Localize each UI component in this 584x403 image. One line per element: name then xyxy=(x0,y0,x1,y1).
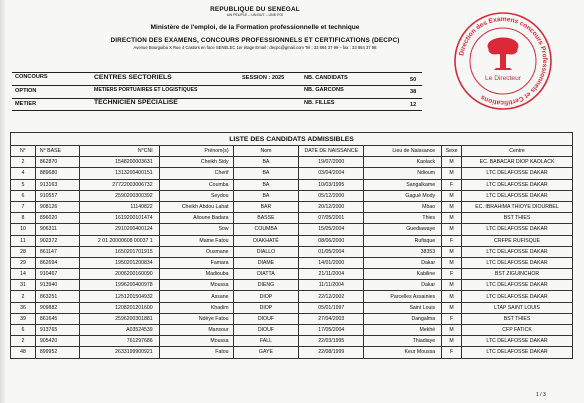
table-cell: 10 xyxy=(11,224,36,235)
table-cell: M xyxy=(442,213,462,224)
table-header-row xyxy=(11,146,573,157)
table-cell: BST ZIGUINCHOR xyxy=(462,269,573,280)
table-cell: BA xyxy=(233,168,299,179)
table-cell: 1251201504932 xyxy=(79,291,159,302)
column-header: DATE DE NAISSANCE xyxy=(299,146,364,157)
concours-label: CONCOURS xyxy=(15,74,48,80)
table-cell: 10/03/1995 xyxy=(299,179,364,190)
table-cell: Dakar xyxy=(364,280,442,291)
table-cell: 31 xyxy=(11,280,36,291)
table-row xyxy=(11,302,573,313)
table-cell: Ndioum xyxy=(364,168,442,179)
table-cell: M xyxy=(442,224,462,235)
table-cell: 2596200301881 xyxy=(79,313,159,324)
table-cell: 861147 xyxy=(35,246,79,257)
table-row xyxy=(11,246,573,257)
table-cell: Fatou xyxy=(159,347,233,358)
table-cell: LTC DELAFOSSE DAKAR xyxy=(462,291,573,302)
table-row xyxy=(11,269,573,280)
table-cell: GAYE xyxy=(233,347,299,358)
table-cell: Ousmane xyxy=(159,246,233,257)
table-row xyxy=(11,336,573,347)
table-cell: Moussa xyxy=(159,336,233,347)
table-cell: FALL xyxy=(233,336,299,347)
option-label: OPTION xyxy=(15,88,37,94)
table-cell: 1950201200834 xyxy=(79,257,159,268)
table-cell: M xyxy=(442,157,462,168)
table-cell: LTC DELAFOSSE DAKAR xyxy=(462,347,573,358)
filles-value: 12 xyxy=(410,102,417,108)
table-cell: 01/05/2004 xyxy=(299,246,364,257)
filles-label: NB. FILLES xyxy=(304,100,335,106)
table-row xyxy=(11,157,573,168)
table-cell: Famara xyxy=(159,257,233,268)
table-cell: 906311 xyxy=(35,224,79,235)
table-cell: 19/07/2000 xyxy=(299,157,364,168)
table-cell: F xyxy=(442,235,462,246)
table-cell: 11140822 xyxy=(79,201,159,212)
table-cell: BASSE xyxy=(233,213,299,224)
table-cell: 11 xyxy=(11,235,36,246)
table-cell: LTC DELAFOSSE DAKAR xyxy=(462,257,573,268)
table-row xyxy=(11,235,573,246)
table-row xyxy=(11,347,573,358)
table-row xyxy=(11,190,573,201)
table-cell: LTAP SAINT LOUIS xyxy=(462,302,573,313)
table-cell: 1548200003631 xyxy=(79,157,159,168)
ministry-title: Ministère de l'emploi, de la Formation professionnelle et technique xyxy=(150,24,360,31)
table-cell: 6 xyxy=(11,190,36,201)
table-cell: LTC DELAFOSSE DAKAR xyxy=(462,280,573,291)
table-cell: 1619200101474 xyxy=(79,213,159,224)
table-cell: LTC DELAFOSSE DAKAR xyxy=(462,179,573,190)
column-header: Sexe xyxy=(442,146,462,157)
candidats-label: NB. CANDIDATS xyxy=(304,75,348,81)
table-cell: Gaguè Mody xyxy=(364,190,442,201)
table-cell: 05/01/1997 xyxy=(299,302,364,313)
table-cell: LTC DELAFOSSE DAKAR xyxy=(462,168,573,179)
table-cell: M xyxy=(442,325,462,336)
table-cell: 20/12/2000 xyxy=(299,201,364,212)
table-cell: M xyxy=(442,291,462,302)
table-cell: 2910200400124 xyxy=(79,224,159,235)
table-cell: EC. IBRAHIMA THIOYE DIOURBEL xyxy=(462,201,573,212)
table-title: LISTE DES CANDIDATS ADMISSIBLES xyxy=(11,133,573,146)
table-cell: 08/06/2000 xyxy=(299,235,364,246)
table-cell: Madiouba xyxy=(159,269,233,280)
table-cell: Rufisque xyxy=(364,235,442,246)
table-cell: 2633199900921 xyxy=(79,347,159,358)
candidats-value: 50 xyxy=(410,77,417,83)
table-cell: DIOUF xyxy=(233,325,299,336)
table-cell: 14 xyxy=(11,269,36,280)
table-cell: 862870 xyxy=(35,157,79,168)
table-cell: 899952 xyxy=(35,347,79,358)
column-header: Prénom(s) xyxy=(159,146,233,157)
column-header: N° xyxy=(11,146,36,157)
table-cell: M xyxy=(442,201,462,212)
table-cell: 905420 xyxy=(35,336,79,347)
table-row xyxy=(11,257,573,268)
table-cell: Kabiline xyxy=(364,269,442,280)
info-divider xyxy=(12,72,422,73)
table-cell: DIOP xyxy=(233,302,299,313)
admitted-candidates-table xyxy=(10,132,573,359)
table-cell: 889680 xyxy=(35,168,79,179)
table-cell: 39 xyxy=(11,313,36,324)
column-header: Nom xyxy=(233,146,299,157)
table-cell: Thies xyxy=(364,213,442,224)
column-header: N° BASE xyxy=(35,146,79,157)
table-cell: 21/11/2004 xyxy=(299,269,364,280)
table-cell: 2 01 20000608 00037 1 xyxy=(79,235,159,246)
table-cell: F xyxy=(442,269,462,280)
table-cell: CRFPE RUFISQUE xyxy=(462,235,573,246)
table-cell: Assane xyxy=(159,291,233,302)
table-cell: 2590200300392 xyxy=(79,190,159,201)
table-cell: Mame Fatou xyxy=(159,235,233,246)
table-cell: Cherif xyxy=(159,168,233,179)
table-cell: M xyxy=(442,246,462,257)
table-cell: 07/05/2001 xyxy=(299,213,364,224)
table-row xyxy=(11,280,573,291)
page-number: 1 / 3 xyxy=(536,392,546,398)
table-cell: BST THIES xyxy=(462,213,573,224)
info-divider xyxy=(12,110,422,111)
table-cell: 05/12/2000 xyxy=(299,190,364,201)
table-cell: Mekhé xyxy=(364,325,442,336)
table-cell: M xyxy=(442,257,462,268)
table-cell: 913765 xyxy=(35,325,79,336)
table-cell: M xyxy=(442,168,462,179)
table-cell: COUMBA xyxy=(233,224,299,235)
table-cell: 5 xyxy=(11,179,36,190)
column-header: Centre xyxy=(462,146,573,157)
table-cell: BST THIES xyxy=(462,313,573,324)
option-value: METIERS PORTUAIRES ET LOGISTIQUES xyxy=(94,87,198,93)
table-cell: BAR xyxy=(233,201,299,212)
table-row xyxy=(11,325,573,336)
table-cell: 861645 xyxy=(35,313,79,324)
info-divider xyxy=(12,98,422,99)
national-motto: UN PEUPLE – UN BUT – UNE FOI xyxy=(226,13,284,17)
table-cell: 761297686 xyxy=(79,336,159,347)
table-cell: Kaolack xyxy=(364,157,442,168)
table-cell: 11/11/2004 xyxy=(299,280,364,291)
concours-value: CENTRES SECTORIELS xyxy=(94,74,172,81)
table-row xyxy=(11,179,573,190)
table-row xyxy=(11,201,573,212)
table-cell: F xyxy=(442,179,462,190)
table-cell: 17/05/2004 xyxy=(299,325,364,336)
direction-address: Avenue Bourguiba X Rue 4 Castors en face SENELEC 1er étage Email : decpc@gmail.com Tel : 33 864 37 99 – fax : 33 864 37 98 xyxy=(133,45,377,50)
table-cell: 14/01/2000 xyxy=(299,257,364,268)
garcons-label: NB. GARCONS xyxy=(304,87,344,93)
direction-title: DIRECTION DES EXAMENS, CONCOURS PROFESSIONNELS ET CERTIFICATIONS (DECPC) xyxy=(110,37,400,44)
table-cell: LTC DELAFOSSE DAKAR xyxy=(462,190,573,201)
official-stamp-icon xyxy=(452,10,554,112)
table-cell: DIAME xyxy=(233,257,299,268)
table-cell: Thiadiaye xyxy=(364,336,442,347)
table-cell: 8 xyxy=(11,213,36,224)
table-cell: F xyxy=(442,347,462,358)
table-cell: 1996200400978 xyxy=(79,280,159,291)
table-cell: 29 xyxy=(11,257,36,268)
svg-text:Direction des Examens concours: Direction des Examens concours Professionnels et Certifications xyxy=(458,15,549,107)
table-cell: 38353 xyxy=(364,246,442,257)
table-cell: BA xyxy=(233,179,299,190)
table-cell: Seydou xyxy=(159,190,233,201)
table-cell: LTC DELAFOSSE DAKAR xyxy=(462,336,573,347)
table-cell: 15/05/2004 xyxy=(299,224,364,235)
table-cell: 22/08/1999 xyxy=(299,347,364,358)
republic-title: REPUBLIQUE DU SENEGAL xyxy=(210,6,300,13)
table-cell: LTC DELAFOSSE DAKAR xyxy=(462,224,573,235)
table-cell: Khadim xyxy=(159,302,233,313)
table-cell: 2 xyxy=(11,291,36,302)
table-cell: Dakar xyxy=(364,257,442,268)
table-cell: Moussa xyxy=(159,280,233,291)
table-cell: 27/04/2003 xyxy=(299,313,364,324)
table-cell: 913940 xyxy=(35,280,79,291)
table-cell: BA xyxy=(233,190,299,201)
column-header: N°CNI xyxy=(79,146,159,157)
table-cell: 2 xyxy=(11,336,36,347)
table-cell: DIAKHATÉ xyxy=(233,235,299,246)
table-cell: 4 xyxy=(11,168,36,179)
table-cell: 48 xyxy=(11,347,36,358)
table-cell: 1208201201600 xyxy=(79,302,159,313)
table-cell: DIOUF xyxy=(233,313,299,324)
table-cell: 22/03/1995 xyxy=(299,336,364,347)
table-cell: M xyxy=(442,190,462,201)
table-cell: 913163 xyxy=(35,179,79,190)
table-body xyxy=(11,157,573,358)
table-cell: 2 xyxy=(11,157,36,168)
table-cell: Sangalkame xyxy=(364,179,442,190)
metier-label: METIER xyxy=(15,101,37,107)
table-cell: 910467 xyxy=(35,269,79,280)
table-cell: A03524539 xyxy=(79,325,159,336)
session-text: SESSION : 2025 xyxy=(242,75,285,81)
table-cell: 896020 xyxy=(35,213,79,224)
table-cell: Guediawaye xyxy=(364,224,442,235)
table-cell: Cheikh Sidy xyxy=(159,157,233,168)
table-cell: Mansour xyxy=(159,325,233,336)
table-cell: Keur Moussa xyxy=(364,347,442,358)
table-row xyxy=(11,213,573,224)
table-cell: Coumba xyxy=(159,179,233,190)
table-row xyxy=(11,168,573,179)
table-cell: 36 xyxy=(11,302,36,313)
table-cell: 03/04/2004 xyxy=(299,168,364,179)
table-cell: 909882 xyxy=(35,302,79,313)
table-cell: DIENG xyxy=(233,280,299,291)
table-cell: DIATTA xyxy=(233,269,299,280)
svg-text:Le Directeur: Le Directeur xyxy=(485,75,521,82)
table-cell: 910557 xyxy=(35,190,79,201)
table-cell: Parcelles Assainies xyxy=(364,291,442,302)
table-row xyxy=(11,313,573,324)
table-cell: 7 xyxy=(11,201,36,212)
table-cell: F xyxy=(442,313,462,324)
table-cell: DIALLO xyxy=(233,246,299,257)
table-cell: Ndèye Fatou xyxy=(159,313,233,324)
metier-value: TECHNICIEN SPECIALISE xyxy=(94,99,178,106)
table-cell: 1650201701915 xyxy=(79,246,159,257)
table-cell: Mbao xyxy=(364,201,442,212)
table-cell: CFP FATICK xyxy=(462,325,573,336)
table-cell: 6 xyxy=(11,325,36,336)
table-cell: Saint Louis xyxy=(364,302,442,313)
table-cell: Dangalma xyxy=(364,313,442,324)
table-cell: M xyxy=(442,336,462,347)
column-header: Lieu de Naissance xyxy=(364,146,442,157)
table-cell: 2006200160090 xyxy=(79,269,159,280)
table-cell: 28 xyxy=(11,246,36,257)
document-header xyxy=(60,6,450,50)
table-cell: EC. BABACAR DIOP KAOLACK xyxy=(462,157,573,168)
table-cell: BA xyxy=(233,157,299,168)
table-cell: DIOP xyxy=(233,291,299,302)
table-cell: LTC DELAFOSSE DAKAR xyxy=(462,246,573,257)
table-cell: M xyxy=(442,302,462,313)
table-cell: 22/12/2002 xyxy=(299,291,364,302)
table-row xyxy=(11,291,573,302)
scan-edge-shadow xyxy=(0,0,6,403)
table-cell: 863251 xyxy=(35,291,79,302)
garcons-value: 38 xyxy=(410,89,417,95)
table-cell: Sow xyxy=(159,224,233,235)
table-cell: 862694 xyxy=(35,257,79,268)
table-cell: Alioune Badara xyxy=(159,213,233,224)
table-row xyxy=(11,224,573,235)
table-cell: 27722003006732 xyxy=(79,179,159,190)
table-cell: 1313200400151 xyxy=(79,168,159,179)
table-cell: 902372 xyxy=(35,235,79,246)
table-cell: Cheikh Abdou Lahat xyxy=(159,201,233,212)
table-cell: 908126 xyxy=(35,201,79,212)
info-divider xyxy=(12,85,422,86)
table-cell: M xyxy=(442,280,462,291)
